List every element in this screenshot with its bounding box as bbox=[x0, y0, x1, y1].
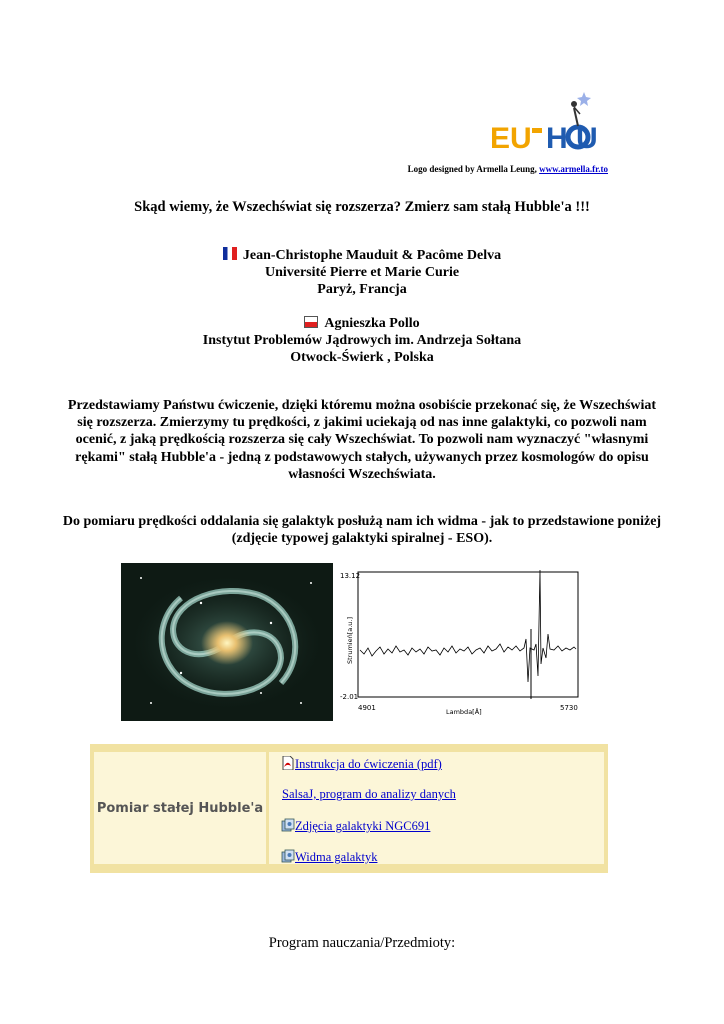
spectrum-y-top: 13.12 bbox=[340, 572, 361, 580]
svg-text:EU: EU bbox=[490, 122, 532, 155]
curriculum-heading: Program nauczania/Przedmioty: bbox=[268, 935, 456, 951]
link-instructions-pdf[interactable]: Instrukcja do ćwiczenia (pdf) bbox=[281, 756, 442, 772]
resources-title-cell bbox=[94, 752, 266, 864]
link-ngc691-images[interactable]: Zdjęcia galaktyki NGC691 bbox=[281, 818, 430, 834]
page-title: Skąd wiemy, że Wszechświat się rozszerza? Zmierz sam stałą Hubble'a !!! bbox=[134, 199, 590, 215]
eu-hou-logo bbox=[488, 88, 612, 164]
logo-credit: Logo designed by Armella Leung, www.armella.fr.to bbox=[407, 164, 608, 174]
measure-paragraph: Do pomiaru prędkości oddalania się galaktyk posłużą nam ich widma - jak to przedstawione poniżej (zdjęcie typowej galaktyki spiralnej - ESO). bbox=[62, 514, 662, 547]
spectrum-y-bottom: -2.01 bbox=[340, 693, 359, 701]
french-flag-icon bbox=[223, 247, 237, 260]
affiliation-france: Jean-Christophe Mauduit & Pacôme Delva Université Pierre et Marie Curie Paryż, Francja bbox=[60, 247, 664, 298]
intro-paragraph: Przedstawiamy Państwu ćwiczenie, dzięki któremu można osobiście przekonać się, że Wszechświat się rozszerza. Zmierzymy tu prędkości, z jakimi uciekają od nas inne galaktyki, co pozwoli nam ocenić, z jaką prędkością rozszerza się cały Wszechświat. To pozwoli nam wyznaczyć "własnymi rękami" stałą Hubble'a - jedną z podstawowych stałych, używanych przez kosmologów do opisu własności Wszechświata. bbox=[67, 398, 657, 482]
spectrum-x-label: Lambda[Å] bbox=[446, 708, 482, 716]
spectrum-x-left: 4901 bbox=[358, 704, 376, 712]
spectrum-x-right: 5730 bbox=[560, 704, 578, 712]
svg-text:H U: H U bbox=[546, 122, 598, 155]
resources-links-cell bbox=[269, 752, 604, 864]
resources-table bbox=[90, 744, 608, 873]
resources-section-title: Pomiar stałej Hubble'a bbox=[96, 800, 264, 816]
archive-icon bbox=[281, 818, 295, 832]
spiral-galaxy-image bbox=[121, 563, 333, 721]
armella-link[interactable]: www.armella.fr.to bbox=[539, 164, 608, 174]
archive-icon bbox=[281, 849, 295, 863]
pdf-icon bbox=[281, 756, 295, 770]
polish-flag-icon bbox=[304, 316, 318, 328]
galaxy-spectrum-plot bbox=[338, 564, 588, 720]
spectrum-y-label: Strumień[a.u.] bbox=[346, 616, 354, 664]
link-salsaj[interactable]: SalsaJ, program do analizy danych bbox=[282, 787, 456, 801]
link-galaxy-spectra[interactable]: Widma galaktyk bbox=[281, 849, 377, 865]
affiliation-poland: Agnieszka Pollo Instytut Problemów Jądrowych im. Andrzeja Sołtana Otwock-Świerk , Polska bbox=[202, 316, 522, 365]
